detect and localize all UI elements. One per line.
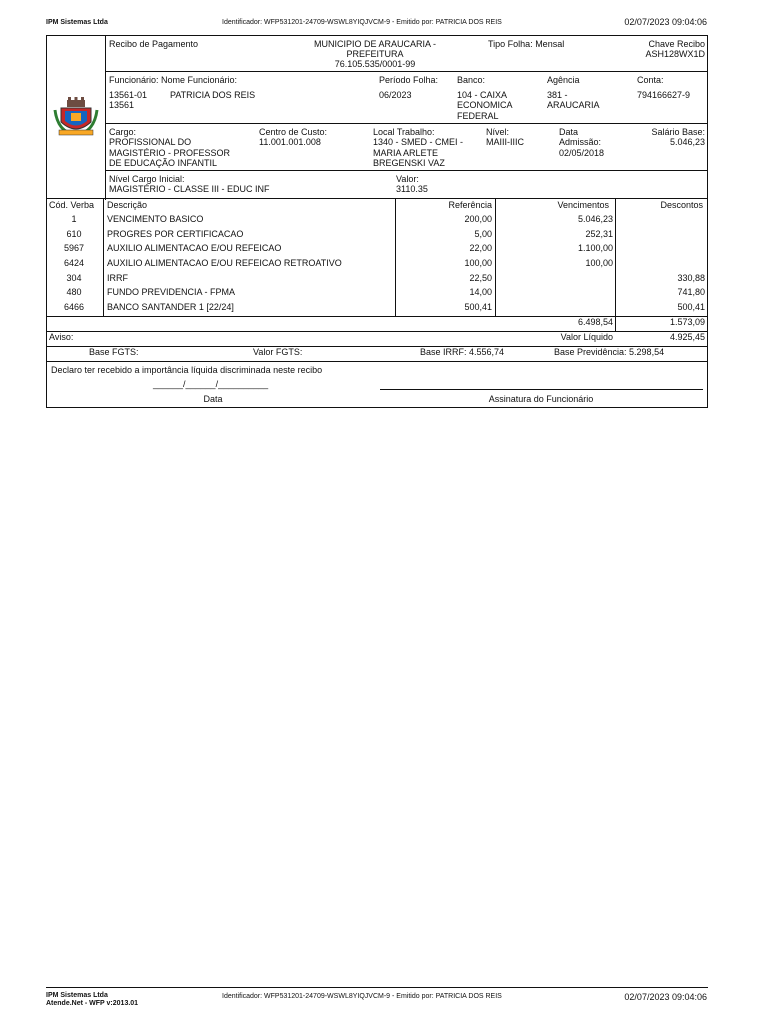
table-row	[46, 286, 707, 301]
chave-recibo-value: ASH128WX1D	[645, 49, 705, 59]
emission-datetime: 02/07/2023 09:04:06	[624, 17, 707, 27]
local-trabalho-line2: MARIA ARLETE	[373, 148, 439, 158]
aviso-label: Aviso:	[49, 332, 74, 342]
cargo-line3: DE EDUCAÇÃO INFANTIL	[109, 158, 218, 168]
nivel-label: Nível:	[486, 127, 510, 137]
valor-label: Valor:	[396, 174, 419, 184]
table-row	[46, 213, 707, 228]
valor-value: 3110.35	[396, 184, 428, 194]
row-descricao: BANCO SANTANDER 1 [22/24]	[107, 302, 234, 312]
total-descontos: 1.573,09	[669, 317, 705, 327]
base-previdencia: Base Previdência: 5.298,54	[554, 347, 665, 357]
cargo-line2: MAGISTÉRIO - PROFESSOR	[109, 148, 231, 158]
row-referencia: 5,00	[474, 229, 492, 239]
header-descontos: Descontos	[660, 200, 703, 210]
valor-fgts: Valor FGTS:	[253, 347, 303, 357]
data-label: Data	[559, 127, 579, 137]
date-blank: ______/______/__________	[153, 379, 269, 389]
base-irrf: Base IRRF: 4.556,74	[420, 347, 505, 357]
row-vencimentos: 1.100,00	[577, 243, 613, 253]
receipt-title: Recibo de Pagamento	[109, 39, 199, 49]
table-row	[46, 301, 707, 316]
table-header	[46, 199, 707, 214]
conta-label: Conta:	[637, 75, 664, 85]
valor-liquido-label: Valor Líquido	[560, 332, 613, 342]
table-row	[46, 228, 707, 243]
total-vencimentos: 6.498,54	[577, 317, 613, 327]
header-cod: Cód. Verba	[49, 200, 95, 210]
row-cod: 6424	[63, 258, 85, 268]
row-descricao: FUNDO PREVIDENCIA - FPMA	[107, 287, 236, 297]
row-cod: 304	[66, 273, 82, 283]
entity-name-line1: MUNICIPIO DE ARAUCARIA -	[313, 39, 437, 49]
row-descontos: 500,41	[677, 302, 705, 312]
local-trabalho-label: Local Trabalho:	[373, 127, 435, 137]
funcionario-id: 13561-01	[109, 90, 148, 100]
banco-label: Banco:	[457, 75, 486, 85]
row-vencimentos: 100,00	[585, 258, 613, 268]
table-row	[46, 272, 707, 287]
row-cod: 480	[66, 287, 82, 297]
agencia-label: Agência	[547, 75, 580, 85]
row-descricao: AUXILIO ALIMENTACAO E/OU REFEICAO RETROATIVO	[107, 258, 342, 268]
nivel-cargo-inicial-label: Nível Cargo Inicial:	[109, 174, 185, 184]
date-label: Data	[203, 394, 223, 404]
funcionario-label: Funcionário: Nome Funcionário:	[109, 75, 238, 85]
valor-liquido-value: 4.925,45	[669, 332, 705, 342]
admissao-label: Admissão:	[559, 137, 602, 147]
header-vencimentos: Vencimentos	[557, 200, 609, 210]
periodo-label: Período Folha:	[379, 75, 439, 85]
local-trabalho-line3: BREGENSKI VAZ	[373, 158, 445, 168]
table-row	[46, 242, 707, 257]
header-descricao: Descrição	[107, 200, 148, 210]
chave-recibo-label: Chave Recibo	[648, 39, 705, 49]
row-cod: 610	[66, 229, 82, 239]
row-referencia: 200,00	[464, 214, 492, 224]
row-referencia: 22,00	[469, 243, 492, 253]
salario-base-label: Salário Base:	[651, 127, 705, 137]
row-vencimentos: 5.046,23	[577, 214, 613, 224]
row-cod: 1	[71, 214, 77, 224]
row-cod: 5967	[63, 243, 85, 253]
cargo-line1: PROFISSIONAL DO	[109, 137, 192, 147]
signature-line	[380, 389, 703, 390]
row-referencia: 14,00	[469, 287, 492, 297]
row-descricao: PROGRES POR CERTIFICACAO	[107, 229, 244, 239]
row-descricao: IRRF	[107, 273, 128, 283]
row-descontos: 741,80	[677, 287, 705, 297]
signature-label: Assinatura do Funcionário	[488, 394, 594, 404]
funcionario-name: PATRICIA DOS REIS	[170, 90, 256, 100]
agencia-line1: 381 -	[547, 90, 568, 100]
salario-base-value: 5.046,23	[669, 137, 705, 147]
nivel-cargo-inicial-value: MAGISTÉRIO - CLASSE III - EDUC INF	[109, 184, 270, 194]
table-row	[46, 257, 707, 272]
footer-identifier: Identificador: WFP531201-24709-WSWL8YIQJVCM-9 - Emitido por: PATRICIA DOS REIS	[222, 993, 502, 1000]
row-vencimentos: 252,31	[585, 229, 613, 239]
admissao-value: 02/05/2018	[559, 148, 605, 158]
bases-row	[46, 346, 707, 361]
totals-row	[46, 316, 707, 331]
centro-custo-value: 11.001.001.008	[259, 137, 321, 147]
agencia-line2: ARAUCARIA	[547, 100, 600, 110]
row-cod: 6466	[63, 302, 85, 312]
banco-line1: 104 - CAIXA	[457, 90, 508, 100]
row-descontos: 330,88	[677, 273, 705, 283]
row-referencia: 500,41	[464, 302, 492, 312]
header-referencia: Referência	[448, 200, 492, 210]
banco-line3: FEDERAL	[457, 111, 499, 121]
row-referencia: 22,50	[469, 273, 492, 283]
entity-cnpj: 76.105.535/0001-99	[334, 59, 416, 69]
row-descricao: AUXILIO ALIMENTACAO E/OU REFEICAO	[107, 243, 282, 253]
company-name: IPM Sistemas Ltda	[46, 19, 108, 26]
local-trabalho-line1: 1340 - SMED - CMEI -	[373, 137, 464, 147]
base-fgts: Base FGTS:	[89, 347, 139, 357]
cargo-label: Cargo:	[109, 127, 137, 137]
footer-company: IPM Sistemas Ltda	[46, 992, 108, 999]
declaration-text: Declaro ter recebido a importância líquida discriminada neste recibo	[51, 365, 323, 375]
periodo-value: 06/2023	[379, 90, 412, 100]
footer-datetime: 02/07/2023 09:04:06	[624, 992, 707, 1002]
banco-line2: ECONOMICA	[457, 100, 513, 110]
aviso-row	[46, 331, 707, 346]
funcionario-id-2: 13561	[109, 100, 135, 110]
footer-product: Atende.Net - WFP v:2013.01	[46, 1000, 139, 1007]
row-referencia: 100,00	[464, 258, 492, 268]
nivel-value: MAIII-IIIC	[486, 137, 524, 147]
document-identifier: Identificador: WFP531201-24709-WSWL8YIQJVCM-9 - Emitido por: PATRICIA DOS REIS	[222, 19, 502, 26]
municipal-coat-of-arms-icon	[53, 96, 99, 136]
row-descricao: VENCIMENTO BASICO	[107, 214, 204, 224]
conta-value: 794166627-9	[637, 90, 691, 100]
entity-name-line2: PREFEITURA	[346, 49, 404, 59]
tipo-folha: Tipo Folha: Mensal	[488, 39, 565, 49]
centro-custo-label: Centro de Custo:	[259, 127, 328, 137]
